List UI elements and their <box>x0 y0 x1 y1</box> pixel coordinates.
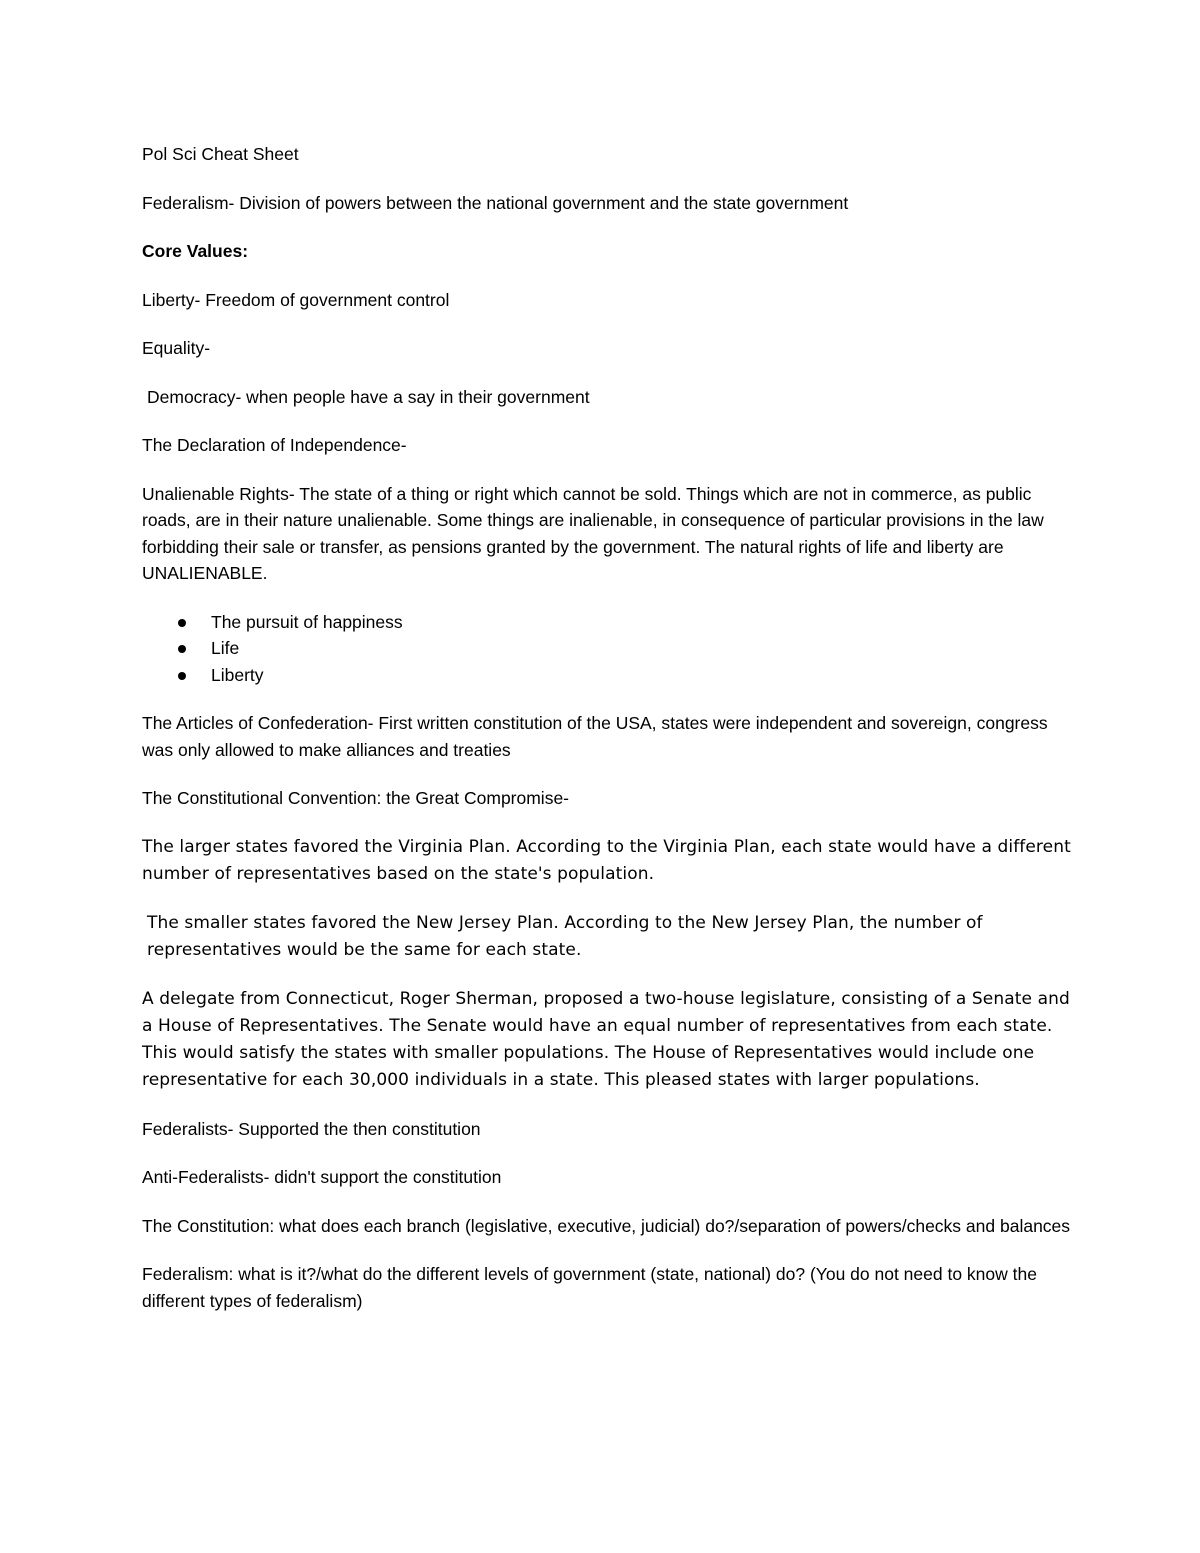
bullet-icon <box>178 645 186 653</box>
bullet-icon <box>178 672 186 680</box>
liberty-definition: Liberty- Freedom of government control <box>142 289 450 310</box>
list-item-label: The pursuit of happiness <box>211 611 403 632</box>
unalienable-rights-paragraph: Unalienable Rights- The state of a thing or right which cannot be sold. Things which are not in commerce, as public roads, are in their nature unalienable. Some things are inalienable, in consequence of particular provisions in the law forbidding their sale or transfer, as pensions granted by the government. The natural rights of life and liberty are UNALIENABLE. <box>142 483 1044 583</box>
list-item <box>142 662 1072 689</box>
convention-heading: The Constitutional Convention: the Great Compromise- <box>142 788 570 808</box>
list-item <box>142 635 1072 662</box>
equality-definition: Equality- <box>142 338 211 358</box>
virginia-plan-paragraph: The larger states favored the Virginia Plan. According to the Virginia Plan, each state would have a different number of representatives based on the state's population. <box>142 836 1071 884</box>
great-compromise-paragraph: A delegate from Connecticut, Roger Sherman, proposed a two-house legislature, consisting of a Senate and a House of Representatives. The Senate would have an equal number of representatives from each state. This would satisfy the states with smaller populations. The House of Representatives would include one representative for each 30,000 individuals in a state. This pleased states with larger populations. <box>142 988 1070 1090</box>
list-item <box>142 609 1072 636</box>
list-item-label: Liberty <box>211 664 264 685</box>
new-jersey-plan-paragraph: The smaller states favored the New Jersey Plan. According to the New Jersey Plan, the number of representatives would be the same for each state. <box>147 912 983 960</box>
constitution-question: The Constitution: what does each branch (legislative, executive, judicial) do?/separation of powers/checks and balances <box>142 1215 1071 1236</box>
federalism-definition: Federalism- Division of powers between the national government and the state government <box>142 192 849 213</box>
core-values-heading: Core Values: <box>142 241 249 261</box>
articles-paragraph: The Articles of Confederation- First written constitution of the USA, states were independent and sovereign, congress was only allowed to make alliances and treaties <box>142 713 1048 760</box>
list-item-label: Life <box>211 638 240 658</box>
document-title: Pol Sci Cheat Sheet <box>142 144 299 164</box>
rights-list <box>142 609 1072 689</box>
anti-federalists-definition: Anti-Federalists- didn't support the constitution <box>142 1167 502 1187</box>
document-page <box>142 141 1072 1336</box>
declaration-heading: The Declaration of Independence- <box>142 435 407 455</box>
federalists-definition: Federalists- Supported the then constitution <box>142 1118 481 1139</box>
federalism-question: Federalism: what is it?/what do the different levels of government (state, national) do? (You do not need to know the different types of federalism) <box>142 1264 1037 1311</box>
bullet-icon <box>178 619 186 627</box>
democracy-definition: Democracy- when people have a say in their government <box>147 386 590 407</box>
